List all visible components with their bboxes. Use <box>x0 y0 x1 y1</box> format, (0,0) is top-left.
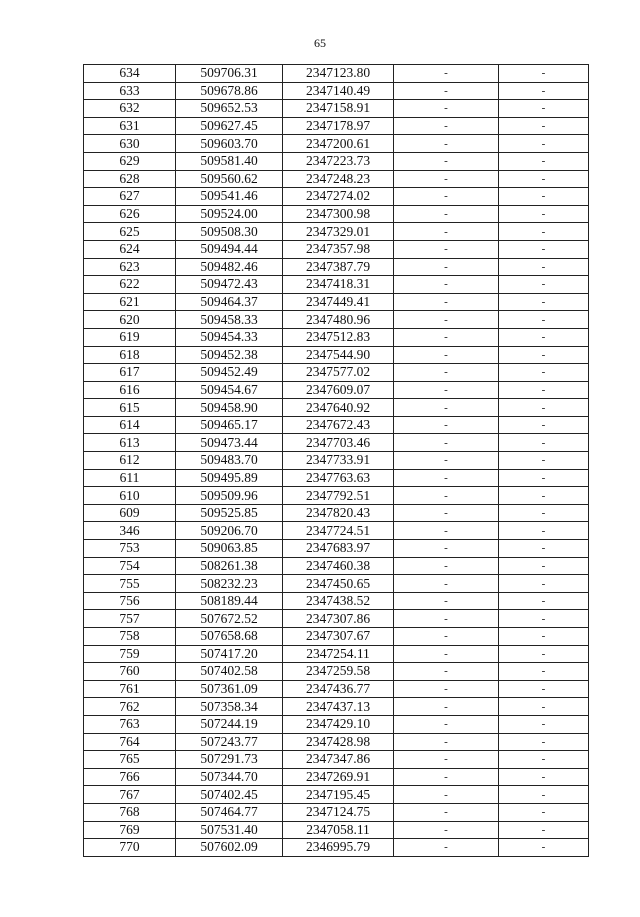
table-row <box>84 100 589 118</box>
x-coordinate-cell: 509454.67 <box>176 381 283 399</box>
point-id-cell: 633 <box>84 82 176 100</box>
x-coordinate-cell: 509494.44 <box>176 240 283 258</box>
point-id-cell: 628 <box>84 170 176 188</box>
column-5-cell: - <box>499 364 589 382</box>
table-row <box>84 399 589 417</box>
column-5-cell: - <box>499 399 589 417</box>
x-coordinate-cell: 509452.49 <box>176 364 283 382</box>
column-4-cell: - <box>394 680 499 698</box>
table-row <box>84 82 589 100</box>
x-coordinate-cell: 509678.86 <box>176 82 283 100</box>
table-body <box>84 65 589 857</box>
column-4-cell: - <box>394 240 499 258</box>
y-coordinate-cell: 2347248.23 <box>283 170 394 188</box>
table-row <box>84 663 589 681</box>
column-4-cell: - <box>394 715 499 733</box>
point-id-cell: 623 <box>84 258 176 276</box>
column-4-cell: - <box>394 135 499 153</box>
column-4-cell: - <box>394 522 499 540</box>
column-4-cell: - <box>394 839 499 857</box>
column-5-cell: - <box>499 381 589 399</box>
table-row <box>84 381 589 399</box>
table-row <box>84 416 589 434</box>
point-id-cell: 753 <box>84 540 176 558</box>
table-row <box>84 152 589 170</box>
table-row <box>84 786 589 804</box>
table-row <box>84 839 589 857</box>
column-5-cell: - <box>499 522 589 540</box>
y-coordinate-cell: 2347223.73 <box>283 152 394 170</box>
column-4-cell: - <box>394 733 499 751</box>
point-id-cell: 762 <box>84 698 176 716</box>
x-coordinate-cell: 509482.46 <box>176 258 283 276</box>
column-4-cell: - <box>394 592 499 610</box>
y-coordinate-cell: 2347683.97 <box>283 540 394 558</box>
table-row <box>84 170 589 188</box>
x-coordinate-cell: 507464.77 <box>176 803 283 821</box>
x-coordinate-cell: 509495.89 <box>176 469 283 487</box>
y-coordinate-cell: 2347058.11 <box>283 821 394 839</box>
column-4-cell: - <box>394 663 499 681</box>
column-4-cell: - <box>394 381 499 399</box>
y-coordinate-cell: 2347450.65 <box>283 575 394 593</box>
x-coordinate-cell: 507672.52 <box>176 610 283 628</box>
table-row <box>84 592 589 610</box>
column-4-cell: - <box>394 223 499 241</box>
column-4-cell: - <box>394 346 499 364</box>
x-coordinate-cell: 507531.40 <box>176 821 283 839</box>
x-coordinate-cell: 507358.34 <box>176 698 283 716</box>
x-coordinate-cell: 507402.58 <box>176 663 283 681</box>
table-row <box>84 803 589 821</box>
table-row <box>84 487 589 505</box>
y-coordinate-cell: 2347672.43 <box>283 416 394 434</box>
column-4-cell: - <box>394 504 499 522</box>
x-coordinate-cell: 509541.46 <box>176 188 283 206</box>
table-row <box>84 680 589 698</box>
table-row <box>84 223 589 241</box>
column-5-cell: - <box>499 170 589 188</box>
column-4-cell: - <box>394 205 499 223</box>
column-4-cell: - <box>394 399 499 417</box>
table-row <box>84 346 589 364</box>
column-5-cell: - <box>499 416 589 434</box>
column-5-cell: - <box>499 434 589 452</box>
column-5-cell: - <box>499 223 589 241</box>
x-coordinate-cell: 507291.73 <box>176 751 283 769</box>
point-id-cell: 759 <box>84 645 176 663</box>
point-id-cell: 629 <box>84 152 176 170</box>
x-coordinate-cell: 507402.45 <box>176 786 283 804</box>
point-id-cell: 622 <box>84 276 176 294</box>
x-coordinate-cell: 509454.33 <box>176 328 283 346</box>
point-id-cell: 755 <box>84 575 176 593</box>
x-coordinate-cell: 509581.40 <box>176 152 283 170</box>
x-coordinate-cell: 509473.44 <box>176 434 283 452</box>
y-coordinate-cell: 2347512.83 <box>283 328 394 346</box>
x-coordinate-cell: 509465.17 <box>176 416 283 434</box>
column-5-cell: - <box>499 135 589 153</box>
column-4-cell: - <box>394 188 499 206</box>
column-5-cell: - <box>499 698 589 716</box>
column-5-cell: - <box>499 715 589 733</box>
column-5-cell: - <box>499 328 589 346</box>
y-coordinate-cell: 2347269.91 <box>283 768 394 786</box>
x-coordinate-cell: 507243.77 <box>176 733 283 751</box>
x-coordinate-cell: 509063.85 <box>176 540 283 558</box>
column-5-cell: - <box>499 768 589 786</box>
point-id-cell: 624 <box>84 240 176 258</box>
y-coordinate-cell: 2347300.98 <box>283 205 394 223</box>
y-coordinate-cell: 2347429.10 <box>283 715 394 733</box>
point-id-cell: 346 <box>84 522 176 540</box>
column-4-cell: - <box>394 258 499 276</box>
y-coordinate-cell: 2347640.92 <box>283 399 394 417</box>
table-row <box>84 135 589 153</box>
y-coordinate-cell: 2347449.41 <box>283 293 394 311</box>
x-coordinate-cell: 509464.37 <box>176 293 283 311</box>
y-coordinate-cell: 2347254.11 <box>283 645 394 663</box>
x-coordinate-cell: 509525.85 <box>176 504 283 522</box>
x-coordinate-cell: 509524.00 <box>176 205 283 223</box>
table-row <box>84 188 589 206</box>
y-coordinate-cell: 2347480.96 <box>283 311 394 329</box>
column-4-cell: - <box>394 364 499 382</box>
y-coordinate-cell: 2347577.02 <box>283 364 394 382</box>
column-4-cell: - <box>394 416 499 434</box>
column-5-cell: - <box>499 663 589 681</box>
column-4-cell: - <box>394 170 499 188</box>
column-5-cell: - <box>499 592 589 610</box>
y-coordinate-cell: 2347259.58 <box>283 663 394 681</box>
column-4-cell: - <box>394 751 499 769</box>
column-5-cell: - <box>499 82 589 100</box>
column-4-cell: - <box>394 786 499 804</box>
x-coordinate-cell: 507658.68 <box>176 628 283 646</box>
x-coordinate-cell: 509603.70 <box>176 135 283 153</box>
x-coordinate-cell: 507361.09 <box>176 680 283 698</box>
column-5-cell: - <box>499 276 589 294</box>
y-coordinate-cell: 2347329.01 <box>283 223 394 241</box>
point-id-cell: 634 <box>84 65 176 83</box>
column-4-cell: - <box>394 117 499 135</box>
column-5-cell: - <box>499 469 589 487</box>
y-coordinate-cell: 2347307.86 <box>283 610 394 628</box>
x-coordinate-cell: 507344.70 <box>176 768 283 786</box>
point-id-cell: 627 <box>84 188 176 206</box>
column-5-cell: - <box>499 645 589 663</box>
column-5-cell: - <box>499 628 589 646</box>
y-coordinate-cell: 2347200.61 <box>283 135 394 153</box>
page-number: 65 <box>314 36 326 50</box>
table-row <box>84 328 589 346</box>
x-coordinate-cell: 509706.31 <box>176 65 283 83</box>
y-coordinate-cell: 2347418.31 <box>283 276 394 294</box>
column-4-cell: - <box>394 610 499 628</box>
x-coordinate-cell: 508232.23 <box>176 575 283 593</box>
column-5-cell: - <box>499 803 589 821</box>
table-row <box>84 258 589 276</box>
x-coordinate-cell: 509560.62 <box>176 170 283 188</box>
column-4-cell: - <box>394 293 499 311</box>
point-id-cell: 615 <box>84 399 176 417</box>
column-5-cell: - <box>499 733 589 751</box>
x-coordinate-cell: 509472.43 <box>176 276 283 294</box>
column-5-cell: - <box>499 346 589 364</box>
table-row <box>84 645 589 663</box>
y-coordinate-cell: 2347140.49 <box>283 82 394 100</box>
column-5-cell: - <box>499 293 589 311</box>
column-5-cell: - <box>499 821 589 839</box>
column-4-cell: - <box>394 65 499 83</box>
column-4-cell: - <box>394 311 499 329</box>
column-5-cell: - <box>499 452 589 470</box>
y-coordinate-cell: 2347544.90 <box>283 346 394 364</box>
x-coordinate-cell: 507602.09 <box>176 839 283 857</box>
table-row <box>84 205 589 223</box>
y-coordinate-cell: 2347820.43 <box>283 504 394 522</box>
point-id-cell: 620 <box>84 311 176 329</box>
column-5-cell: - <box>499 610 589 628</box>
coordinates-table <box>83 64 589 857</box>
column-4-cell: - <box>394 628 499 646</box>
y-coordinate-cell: 2347307.67 <box>283 628 394 646</box>
point-id-cell: 610 <box>84 487 176 505</box>
y-coordinate-cell: 2347733.91 <box>283 452 394 470</box>
column-4-cell: - <box>394 487 499 505</box>
table-row <box>84 469 589 487</box>
point-id-cell: 770 <box>84 839 176 857</box>
point-id-cell: 756 <box>84 592 176 610</box>
x-coordinate-cell: 509206.70 <box>176 522 283 540</box>
column-4-cell: - <box>394 152 499 170</box>
table-row <box>84 311 589 329</box>
column-4-cell: - <box>394 469 499 487</box>
column-5-cell: - <box>499 152 589 170</box>
column-4-cell: - <box>394 452 499 470</box>
y-coordinate-cell: 2347123.80 <box>283 65 394 83</box>
column-4-cell: - <box>394 82 499 100</box>
column-5-cell: - <box>499 240 589 258</box>
column-5-cell: - <box>499 65 589 83</box>
table-row <box>84 540 589 558</box>
column-5-cell: - <box>499 258 589 276</box>
table-row <box>84 117 589 135</box>
column-5-cell: - <box>499 786 589 804</box>
point-id-cell: 631 <box>84 117 176 135</box>
column-5-cell: - <box>499 117 589 135</box>
column-5-cell: - <box>499 751 589 769</box>
y-coordinate-cell: 2347763.63 <box>283 469 394 487</box>
y-coordinate-cell: 2347387.79 <box>283 258 394 276</box>
column-4-cell: - <box>394 276 499 294</box>
x-coordinate-cell: 509509.96 <box>176 487 283 505</box>
y-coordinate-cell: 2347437.13 <box>283 698 394 716</box>
column-5-cell: - <box>499 839 589 857</box>
table-row <box>84 628 589 646</box>
y-coordinate-cell: 2347460.38 <box>283 557 394 575</box>
column-4-cell: - <box>394 821 499 839</box>
table-row <box>84 452 589 470</box>
y-coordinate-cell: 2347347.86 <box>283 751 394 769</box>
column-4-cell: - <box>394 328 499 346</box>
column-4-cell: - <box>394 575 499 593</box>
column-5-cell: - <box>499 680 589 698</box>
point-id-cell: 764 <box>84 733 176 751</box>
x-coordinate-cell: 509483.70 <box>176 452 283 470</box>
x-coordinate-cell: 508261.38 <box>176 557 283 575</box>
y-coordinate-cell: 2347178.97 <box>283 117 394 135</box>
y-coordinate-cell: 2347158.91 <box>283 100 394 118</box>
y-coordinate-cell: 2347124.75 <box>283 803 394 821</box>
point-id-cell: 612 <box>84 452 176 470</box>
y-coordinate-cell: 2347357.98 <box>283 240 394 258</box>
y-coordinate-cell: 2347438.52 <box>283 592 394 610</box>
column-4-cell: - <box>394 100 499 118</box>
table-row <box>84 65 589 83</box>
point-id-cell: 760 <box>84 663 176 681</box>
point-id-cell: 767 <box>84 786 176 804</box>
column-4-cell: - <box>394 557 499 575</box>
table-row <box>84 698 589 716</box>
point-id-cell: 613 <box>84 434 176 452</box>
column-5-cell: - <box>499 487 589 505</box>
y-coordinate-cell: 2347703.46 <box>283 434 394 452</box>
point-id-cell: 632 <box>84 100 176 118</box>
table-row <box>84 276 589 294</box>
table-row <box>84 293 589 311</box>
column-4-cell: - <box>394 434 499 452</box>
table-row <box>84 522 589 540</box>
table-row <box>84 768 589 786</box>
point-id-cell: 754 <box>84 557 176 575</box>
point-id-cell: 768 <box>84 803 176 821</box>
column-5-cell: - <box>499 504 589 522</box>
table-row <box>84 364 589 382</box>
column-4-cell: - <box>394 768 499 786</box>
x-coordinate-cell: 507244.19 <box>176 715 283 733</box>
point-id-cell: 611 <box>84 469 176 487</box>
point-id-cell: 758 <box>84 628 176 646</box>
point-id-cell: 617 <box>84 364 176 382</box>
column-5-cell: - <box>499 575 589 593</box>
x-coordinate-cell: 507417.20 <box>176 645 283 663</box>
table-row <box>84 434 589 452</box>
point-id-cell: 618 <box>84 346 176 364</box>
x-coordinate-cell: 509458.33 <box>176 311 283 329</box>
x-coordinate-cell: 508189.44 <box>176 592 283 610</box>
point-id-cell: 619 <box>84 328 176 346</box>
y-coordinate-cell: 2346995.79 <box>283 839 394 857</box>
x-coordinate-cell: 509652.53 <box>176 100 283 118</box>
y-coordinate-cell: 2347792.51 <box>283 487 394 505</box>
point-id-cell: 609 <box>84 504 176 522</box>
point-id-cell: 626 <box>84 205 176 223</box>
table-row <box>84 610 589 628</box>
table-row <box>84 575 589 593</box>
point-id-cell: 616 <box>84 381 176 399</box>
column-4-cell: - <box>394 803 499 821</box>
point-id-cell: 625 <box>84 223 176 241</box>
x-coordinate-cell: 509627.45 <box>176 117 283 135</box>
column-4-cell: - <box>394 540 499 558</box>
x-coordinate-cell: 509508.30 <box>176 223 283 241</box>
x-coordinate-cell: 509458.90 <box>176 399 283 417</box>
point-id-cell: 765 <box>84 751 176 769</box>
point-id-cell: 757 <box>84 610 176 628</box>
point-id-cell: 769 <box>84 821 176 839</box>
column-4-cell: - <box>394 698 499 716</box>
column-5-cell: - <box>499 100 589 118</box>
point-id-cell: 630 <box>84 135 176 153</box>
table-row <box>84 240 589 258</box>
x-coordinate-cell: 509452.38 <box>176 346 283 364</box>
y-coordinate-cell: 2347195.45 <box>283 786 394 804</box>
point-id-cell: 614 <box>84 416 176 434</box>
column-5-cell: - <box>499 557 589 575</box>
point-id-cell: 766 <box>84 768 176 786</box>
point-id-cell: 761 <box>84 680 176 698</box>
table-row <box>84 504 589 522</box>
y-coordinate-cell: 2347428.98 <box>283 733 394 751</box>
column-5-cell: - <box>499 205 589 223</box>
point-id-cell: 621 <box>84 293 176 311</box>
column-5-cell: - <box>499 540 589 558</box>
y-coordinate-cell: 2347436.77 <box>283 680 394 698</box>
column-5-cell: - <box>499 188 589 206</box>
table-row <box>84 715 589 733</box>
table-row <box>84 557 589 575</box>
column-5-cell: - <box>499 311 589 329</box>
table-row <box>84 821 589 839</box>
point-id-cell: 763 <box>84 715 176 733</box>
y-coordinate-cell: 2347609.07 <box>283 381 394 399</box>
table-row <box>84 751 589 769</box>
y-coordinate-cell: 2347724.51 <box>283 522 394 540</box>
y-coordinate-cell: 2347274.02 <box>283 188 394 206</box>
table-row <box>84 733 589 751</box>
column-4-cell: - <box>394 645 499 663</box>
